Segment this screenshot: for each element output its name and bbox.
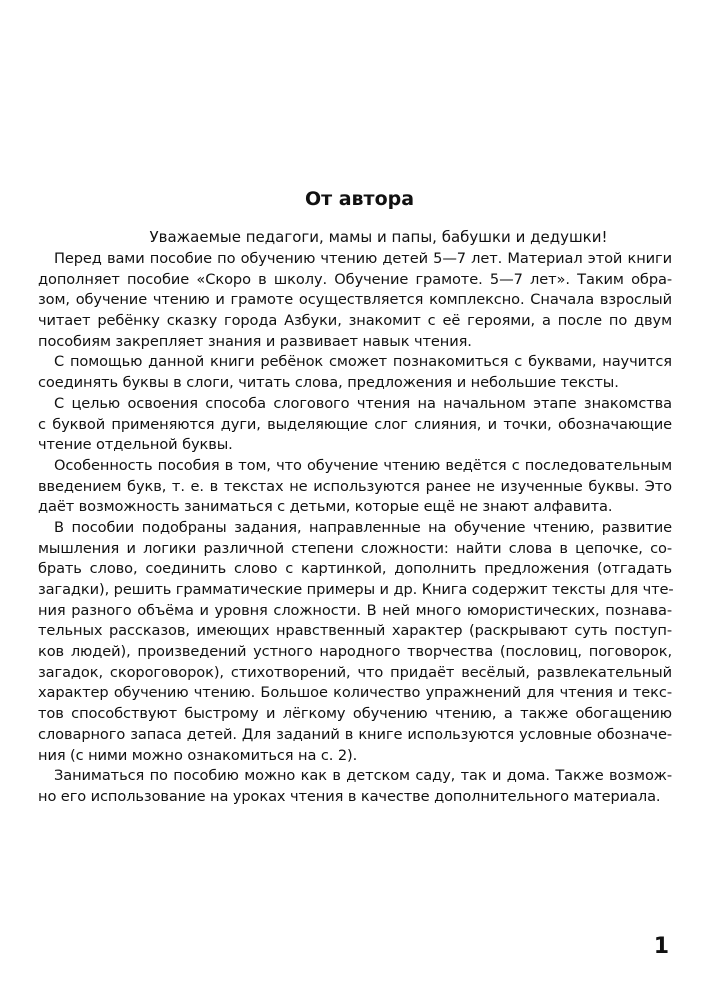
paragraph-line: брать слово, соединить слово с картинкой, дополнить предложения (отгадать bbox=[38, 560, 672, 578]
paragraph-line: соединять буквы в слоги, читать слова, предложения и небольшие тексты. bbox=[38, 374, 619, 392]
page-number: 1 bbox=[653, 934, 669, 959]
paragraph-line: но его использование на уроках чтения в качестве дополнительного материала. bbox=[38, 787, 661, 805]
paragraph-line: Перед вами пособие по обучению чтению детей 5—7 лет. Материал этой книги bbox=[54, 250, 672, 267]
greeting-line: Уважаемые педагоги, мамы и папы, бабушки и дедушки! bbox=[149, 228, 608, 246]
paragraph-line: дополняет пособие «Скоро в школу. Обучение грамоте. 5—7 лет». Таким обра- bbox=[38, 270, 672, 288]
paragraph-line: Особенность пособия в том, что обучение чтению ведётся с последовательным bbox=[54, 456, 672, 474]
paragraph-line: пособиям закрепляет знания и развивает навык чтения. bbox=[38, 332, 472, 350]
paragraph-line: читает ребёнку сказку города Азбуки, знакомит с её героями, а после по двум bbox=[38, 312, 672, 330]
paragraph-line: загадок, скороговорок), стихотворений, что придаёт весёлый, развлекательный bbox=[38, 663, 672, 681]
paragraph-line: С помощью данной книги ребёнок сможет познакомиться с буквами, научится bbox=[54, 353, 672, 371]
body-text bbox=[38, 249, 672, 808]
paragraph-line: ков людей), произведений устного народного творчества (пословиц, поговорок, bbox=[38, 643, 672, 661]
paragraph-line: В пособии подобраны задания, направленные на обучение чтению, развитие bbox=[54, 518, 672, 536]
paragraph-line: зом, обучение чтению и грамоте осуществляется комплексно. Сначала взрослый bbox=[38, 291, 672, 309]
paragraph-line: тов способствуют быстрому и лёгкому обучению чтению, а также обогащению bbox=[38, 705, 672, 723]
paragraph-line: введением букв, т. е. в текстах не используются ранее не изученные буквы. Это bbox=[38, 477, 672, 495]
paragraph-line: характер обучению чтению. Большое количество упражнений для чтения и текс- bbox=[38, 684, 672, 702]
paragraph-line: с буквой применяются дуги, выделяющие слог слияния, и точки, обозначающие bbox=[38, 415, 672, 433]
paragraph-line: С целью освоения способа слогового чтения на начальном этапе знакомства bbox=[54, 394, 672, 412]
paragraph-line: чтение отдельной буквы. bbox=[38, 436, 233, 454]
paragraph-line: даёт возможность заниматься с детьми, которые ещё не знают алфавита. bbox=[38, 498, 613, 516]
paragraph-line: ния разного объёма и уровня сложности. В ней много юмористических, познава- bbox=[38, 601, 672, 619]
paragraph-line: мышления и логики различной степени сложности: найти слова в цепочке, со- bbox=[38, 539, 672, 557]
page-title: От автора bbox=[304, 188, 415, 210]
paragraph-line: ния (с ними можно ознакомиться на с. 2). bbox=[38, 746, 358, 764]
paragraph-line: тельных рассказов, имеющих нравственный характер (раскрывают суть поступ- bbox=[38, 622, 672, 640]
paragraph-line: загадки), решить грамматические примеры и др. Книга содержит тексты для чте- bbox=[38, 581, 674, 598]
paragraph-line: Заниматься по пособию можно как в детском саду, так и дома. Также возмож- bbox=[54, 767, 672, 785]
paragraph-line: словарного запаса детей. Для заданий в книге используются условные обозначе- bbox=[38, 725, 672, 743]
